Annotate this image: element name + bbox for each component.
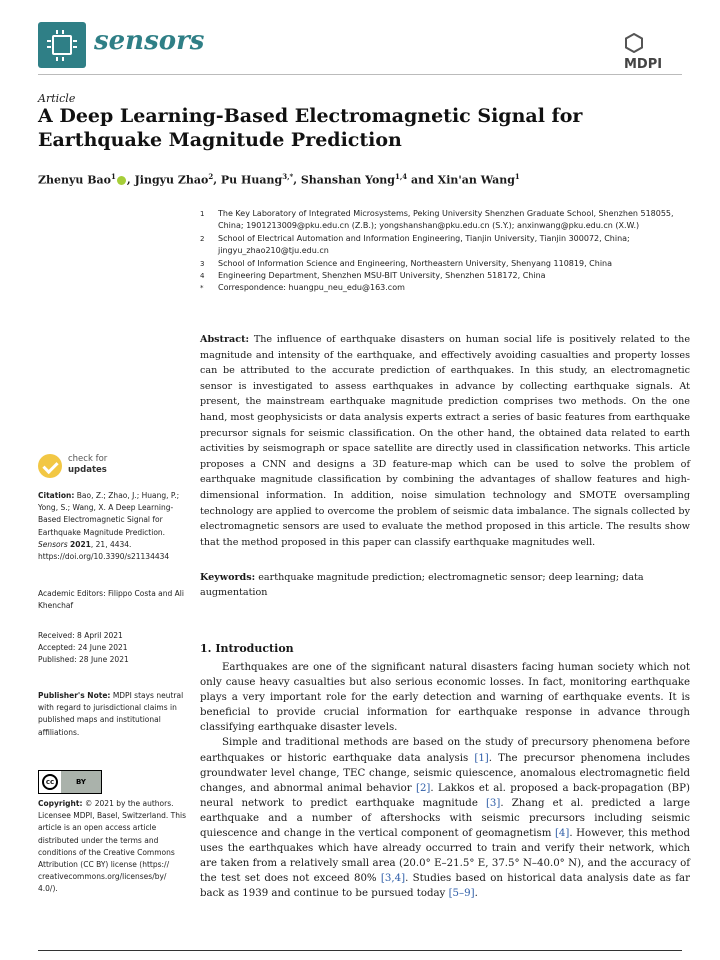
abstract-text: The influence of earthquake disasters on human social life is positively related to the magnitude and intensity of the earthquake, and effectively avoiding casualties and property losses can be attributed to the accurate prediction of earthquakes. In this study, an electromagnetic sensor is investigated to assess earthquakes in advance by collecting earthquake signals. At present, the mainstream earthquake magnitude prediction comprises two methods. On the one hand, most geophysicists or data analysis experts extract a series of basic features from earthquake precursor signals for seismic classification. On the other hand, the obtained data related to earth activities by seismograph or space satellite are directly used in classification networks. This article proposes a CNN and designs a 3D feature-map which can be used to solve the problem of earthquake magnitude classification by combining the advantages of shallow features and high-dimensional information. In addition, noise simulation technology and SMOTE oversampling technology are applied to overcome the problem of seismic data imbalance. The signals collected by electromagnetic sensors are used to evaluate the method proposed in this article. The results show that the method proposed in this paper can classify earthquake magnitudes well. <box>200 334 690 548</box>
publisher-name: MDPI <box>624 56 663 72</box>
affiliation-text: Engineering Department, Shenzhen MSU-BIT University, Shenzhen 518172, China <box>218 271 546 281</box>
affiliation-text: The Key Laboratory of Integrated Microsystems, Peking University Shenzhen Graduate School, Shenzhen 518055, China; 1901213009@pku.edu.cn (Z.B.); yongshanshan@pku.edu.cn (S.Y.); anxinwang@pku.edu.cn (X.W.) <box>218 209 674 231</box>
paragraph <box>200 735 690 901</box>
citation <box>38 490 188 563</box>
abstract-label: Abstract: <box>200 334 250 345</box>
reference-link[interactable]: [4] <box>554 828 570 840</box>
citation-year: 2021 <box>70 539 91 549</box>
publisher-note-label: Publisher's Note: <box>38 691 111 700</box>
checkmark-icon <box>38 454 62 478</box>
check-updates-line1: check for <box>68 454 108 464</box>
reference-link[interactable]: [5–9] <box>448 888 475 900</box>
reference-link[interactable]: [3] <box>485 797 501 809</box>
abstract <box>200 332 690 550</box>
affiliations <box>200 208 690 295</box>
reference-link[interactable]: [3,4] <box>380 873 406 885</box>
accepted-date: Accepted: 24 June 2021 <box>38 643 128 653</box>
introduction-body <box>200 660 690 902</box>
author-name[interactable]: Zhenyu Bao <box>38 173 112 187</box>
section-heading-introduction: 1. Introduction <box>200 642 294 655</box>
citation-text: Bao, Z.; Zhao, J.; Huang, P.; Yong, S.; Wang, X. A Deep Learning-Based Electromagnetic Signal for Earthquake Magnitude Prediction. <box>38 491 180 537</box>
footer-divider <box>38 950 682 951</box>
copyright-text: © 2021 by the authors. Licensee MDPI, Basel, Switzerland. This article is an open access article distributed under the terms and conditions of the Creative Commons Attribution (CC BY) license (https:// creativecommons.org/licenses/by/ 4.0/). <box>38 799 186 894</box>
received-date: Received: 8 April 2021 <box>38 631 123 640</box>
citation-volume: , 21, 4434. <box>90 539 132 549</box>
affiliation-item <box>200 270 690 282</box>
reference-link[interactable]: [1] <box>474 752 489 764</box>
author-affiliation-mark: 2 <box>208 172 214 181</box>
copyright-label: Copyright: <box>38 799 83 808</box>
author-name[interactable]: Xin'an Wang <box>437 173 515 187</box>
keywords-text: earthquake magnitude prediction; electromagnetic sensor; deep learning; data augmentation <box>200 572 644 598</box>
author-separator: , <box>293 173 301 187</box>
affiliation-number: 2 <box>200 234 205 243</box>
affiliation-text: School of Electrical Automation and Information Engineering, Tianjin University, Tianjin 300072, China; jingyu_zhao210@tju.edu.cn <box>218 233 630 256</box>
publisher-note <box>38 690 188 739</box>
author-affiliation-mark: 3,* <box>282 172 294 181</box>
affiliation-number: 3 <box>200 259 205 268</box>
author-separator: and <box>407 173 438 187</box>
check-for-updates-badge[interactable] <box>38 454 168 482</box>
by-icon: BY <box>75 778 87 786</box>
affiliation-text: Correspondence: huangpu_neu_edu@163.com <box>218 283 405 293</box>
keywords <box>200 570 690 600</box>
paragraph-text: Simple and traditional methods are based on the study of precursory phenomena before earthquakes or historic earthquake data analysis <box>200 737 690 764</box>
cc-by-license-badge[interactable] <box>38 770 102 794</box>
affiliation-text: School of Information Science and Engineering, Northeastern University, Shenyang 110819, China <box>218 258 613 268</box>
author-name[interactable]: Jingyu Zhao <box>134 173 209 187</box>
citation-journal: Sensors <box>38 539 68 549</box>
paragraph-text: . <box>474 888 478 900</box>
article-title: A Deep Learning-Based Electromagnetic Signal for Earthquake Magnitude Prediction <box>38 105 583 151</box>
article-type: Article <box>38 92 76 105</box>
affiliation-number: 4 <box>200 272 205 281</box>
publisher-logo[interactable] <box>624 32 680 72</box>
affiliation-item <box>200 282 690 294</box>
author-affiliation-mark: 1,4 <box>395 172 408 181</box>
cc-icon: cc <box>42 774 58 790</box>
paragraph-text: . Studies based on historical data analysis date as far back as 1939 and continue to be pursued today <box>200 873 690 900</box>
copyright <box>38 798 188 896</box>
author-name[interactable]: Pu Huang <box>220 173 283 187</box>
author-name[interactable]: Shanshan Yong <box>300 173 395 187</box>
journal-logo-icon <box>38 22 86 68</box>
paragraph-text: . Lakkos et al. proposed a back-propagation (BP) neural network to predict earthquake magnitude <box>200 782 691 809</box>
header-divider <box>38 74 682 75</box>
orcid-icon[interactable] <box>117 176 126 185</box>
affiliation-item <box>200 208 690 233</box>
author-affiliation-mark: 1 <box>514 172 520 181</box>
affiliation-item <box>200 258 690 270</box>
paragraph-text: . However, this method uses the earthquakes which have already occurred to train and verify their network, which are taken from a relatively small area (20.0° E–21.5° E, 37.5° N–40.0° N), and the accuracy of the test set does not exceed 80% <box>200 828 690 885</box>
reference-link[interactable]: [2] <box>415 782 431 794</box>
author-list <box>38 172 520 187</box>
author-separator: , <box>213 173 221 187</box>
paragraph: Earthquakes are one of the significant natural disasters facing human society which not only cause heavy casualties but also serious economic losses. In fact, monitoring earthquake plays a very important role for the early detection and warning of earthquake events. It is beneficial to provide crucial information for earthquake response in advance through classifying earthquake disaster levels. <box>200 662 690 734</box>
citation-label: Citation: <box>38 491 75 500</box>
citation-doi-link[interactable]: https://doi.org/10.3390/s21134434 <box>38 552 170 562</box>
affiliation-number: 1 <box>200 210 205 218</box>
paragraph-text: . Zhang et al. predicted a large earthquake and a number of aftershocks with seismic precursors including seismic quiescence and change in the vertical component of geomagnetism <box>200 797 690 840</box>
author-separator: , <box>126 173 135 187</box>
author-affiliation-mark: 1 <box>111 172 116 181</box>
publisher-note-text: MDPI stays neutral with regard to jurisdictional claims in published maps and institutional affiliations. <box>38 691 184 737</box>
affiliation-item <box>200 233 690 258</box>
academic-editors: Academic Editors: Filippo Costa and Ali Khenchaf <box>38 589 184 611</box>
publisher-logo-icon <box>624 33 644 53</box>
check-updates-line2: updates <box>68 465 107 475</box>
keywords-label: Keywords: <box>200 572 256 583</box>
journal-name[interactable]: sensors <box>94 26 205 56</box>
paragraph-text: . The precursor phenomena includes groundwater level change, TEC change, seismic quiescence, anomalous electromagnetic field changes, and abnormal animal behavior <box>200 752 690 794</box>
affiliation-number: * <box>200 284 204 293</box>
published-date: Published: 28 June 2021 <box>38 655 129 665</box>
article-dates <box>38 630 188 667</box>
check-for-updates-text <box>68 454 107 476</box>
